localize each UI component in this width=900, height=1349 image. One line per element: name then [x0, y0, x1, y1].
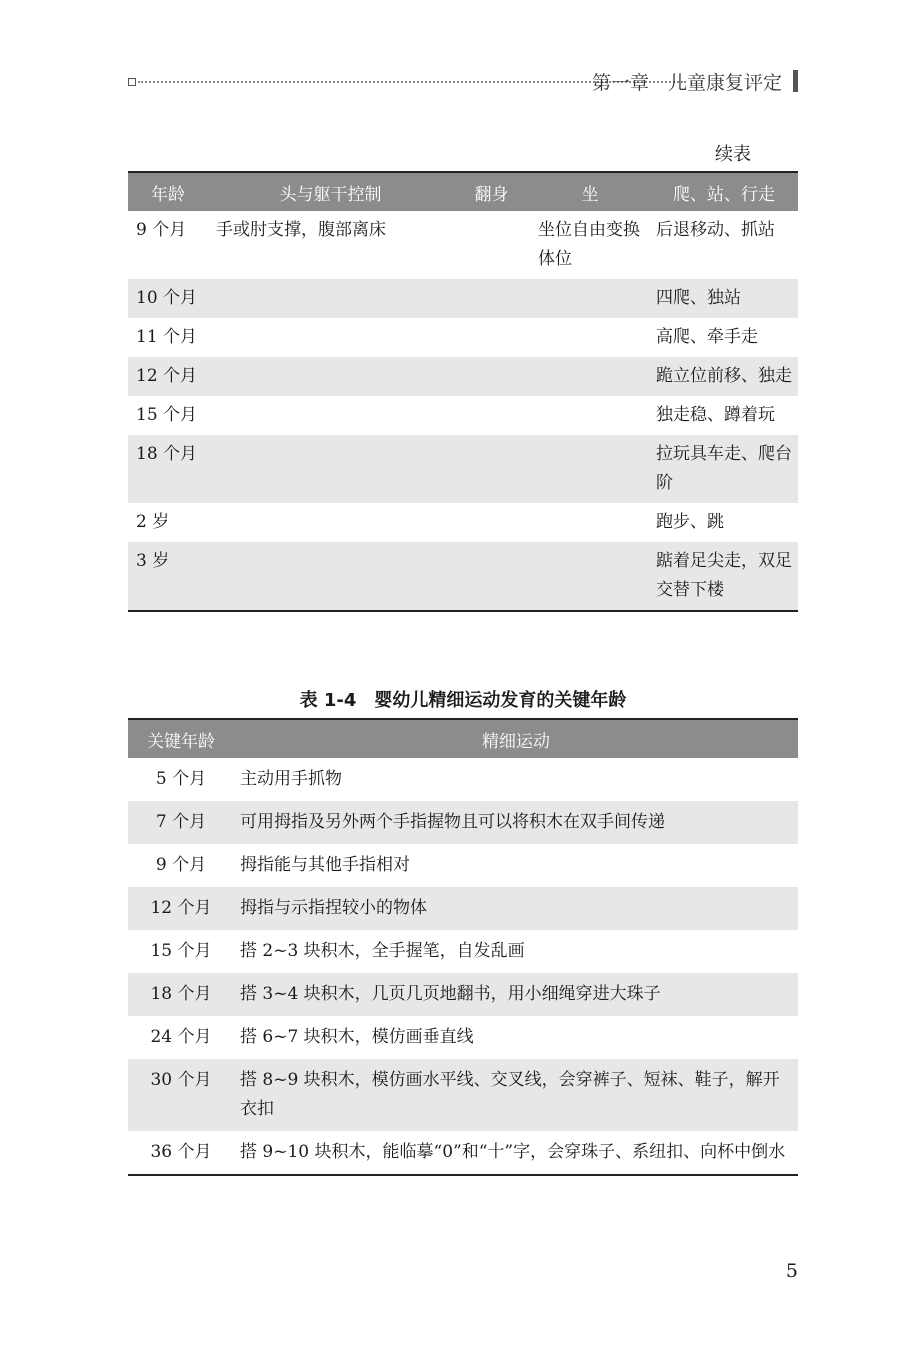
table-row	[128, 801, 798, 844]
fine-motor-cell: 主动用手抓物	[240, 769, 342, 789]
crawl-cell: 跑步、跳	[656, 512, 724, 532]
fine-motor-cell: 搭 6~7 块积木，模仿画垂直线	[240, 1027, 474, 1047]
age-cell: 2 岁	[136, 512, 170, 532]
page-number: 5	[785, 1260, 798, 1282]
table-row	[128, 887, 798, 930]
sit-cell	[530, 542, 650, 611]
age-cell: 18 个月	[128, 973, 234, 1016]
header-bar	[793, 70, 798, 92]
column-header-roll: 翻身	[453, 172, 530, 211]
fine-motor-cell: 搭 9~10 块积木，能临摹“0”和“十”字，会穿珠子、系纽扣、向杯中倒水	[240, 1142, 786, 1162]
age-cell: 24 个月	[150, 1027, 212, 1047]
roll-cell	[453, 435, 530, 503]
sit-cell: 坐位自由变换体位	[538, 220, 640, 269]
fine-motor-cell: 搭 2~3 块积木，全手握笔，自发乱画	[240, 941, 525, 961]
roll-cell	[453, 318, 530, 357]
table-row	[128, 503, 798, 542]
sit-cell	[530, 279, 650, 318]
crawl-cell: 拉玩具车走、爬台阶	[650, 435, 798, 503]
roll-cell	[453, 357, 530, 396]
column-header-sit: 坐	[530, 172, 650, 211]
head-trunk-cell	[208, 503, 453, 542]
roll-cell	[453, 503, 530, 542]
table-continued-label: 续表	[715, 144, 751, 165]
running-header	[128, 66, 800, 98]
age-cell: 12 个月	[128, 887, 234, 930]
age-cell: 9 个月	[155, 855, 207, 875]
table-row	[128, 844, 798, 887]
age-cell: 15 个月	[150, 941, 212, 961]
header-square-icon	[128, 78, 136, 86]
column-header-key-age: 关键年龄	[128, 719, 234, 758]
column-header-head-trunk: 头与躯干控制	[208, 172, 453, 211]
age-cell: 15 个月	[136, 405, 198, 425]
head-trunk-cell	[208, 279, 453, 318]
table-row	[128, 1016, 798, 1059]
sit-cell	[530, 503, 650, 542]
table-caption: 表 1-4 婴幼儿精细运动发育的关键年龄	[299, 690, 627, 711]
sit-cell	[530, 318, 650, 357]
table-row	[128, 396, 798, 435]
head-trunk-cell	[208, 396, 453, 435]
table-row	[128, 1131, 798, 1175]
head-trunk-cell	[208, 435, 453, 503]
sit-cell	[530, 357, 650, 396]
age-cell: 3 岁	[128, 542, 208, 611]
table-row	[128, 930, 798, 973]
age-cell: 36 个月	[150, 1142, 212, 1162]
fine-motor-table	[128, 718, 798, 1176]
head-trunk-cell	[208, 542, 453, 611]
roll-cell	[453, 396, 530, 435]
roll-cell	[453, 279, 530, 318]
crawl-cell: 四爬、独站	[650, 279, 798, 318]
table-row	[128, 758, 798, 801]
sit-cell	[530, 396, 650, 435]
roll-cell	[453, 211, 530, 279]
table-row	[128, 435, 798, 503]
age-cell: 9 个月	[136, 220, 187, 240]
age-cell: 18 个月	[128, 435, 208, 503]
table-row	[128, 542, 798, 611]
crawl-cell: 跪立位前移、独走	[650, 357, 798, 396]
head-trunk-cell	[208, 357, 453, 396]
chapter-title: 第一章 儿童康复评定	[591, 72, 782, 94]
fine-motor-cell: 搭 8~9 块积木，模仿画水平线、交叉线，会穿裤子、短袜、鞋子，解开衣扣	[234, 1059, 798, 1131]
age-cell: 5 个月	[155, 769, 207, 789]
crawl-cell: 踮着足尖走，双足交替下楼	[650, 542, 798, 611]
crawl-cell: 独走稳、蹲着玩	[656, 405, 775, 425]
table-header-row	[128, 719, 798, 758]
roll-cell	[453, 542, 530, 611]
head-trunk-cell: 手或肘支撑，腹部离床	[216, 220, 386, 240]
age-cell: 11 个月	[136, 327, 198, 347]
table-row	[128, 1059, 798, 1131]
fine-motor-cell: 可用拇指及另外两个手指握物且可以将积木在双手间传递	[234, 801, 798, 844]
table-row	[128, 973, 798, 1016]
fine-motor-cell: 拇指与示指捏较小的物体	[234, 887, 798, 930]
age-cell: 12 个月	[128, 357, 208, 396]
age-cell: 10 个月	[128, 279, 208, 318]
fine-motor-cell: 拇指能与其他手指相对	[240, 855, 410, 875]
head-trunk-cell	[208, 318, 453, 357]
age-cell: 30 个月	[128, 1059, 234, 1131]
column-header-fine-motor: 精细运动	[234, 719, 798, 758]
crawl-cell: 后退移动、抓站	[656, 220, 775, 240]
column-header-crawl-stand-walk: 爬、站、行走	[650, 172, 798, 211]
table-row	[128, 357, 798, 396]
fine-motor-cell: 搭 3~4 块积木，几页几页地翻书，用小细绳穿进大珠子	[234, 973, 798, 1016]
motor-development-table	[128, 171, 798, 612]
table-row	[128, 279, 798, 318]
table-header-row	[128, 172, 798, 211]
sit-cell	[530, 435, 650, 503]
table-row	[128, 318, 798, 357]
crawl-cell: 高爬、牵手走	[656, 327, 758, 347]
table-row	[128, 211, 798, 279]
age-cell: 7 个月	[128, 801, 234, 844]
column-header-age: 年龄	[128, 172, 208, 211]
